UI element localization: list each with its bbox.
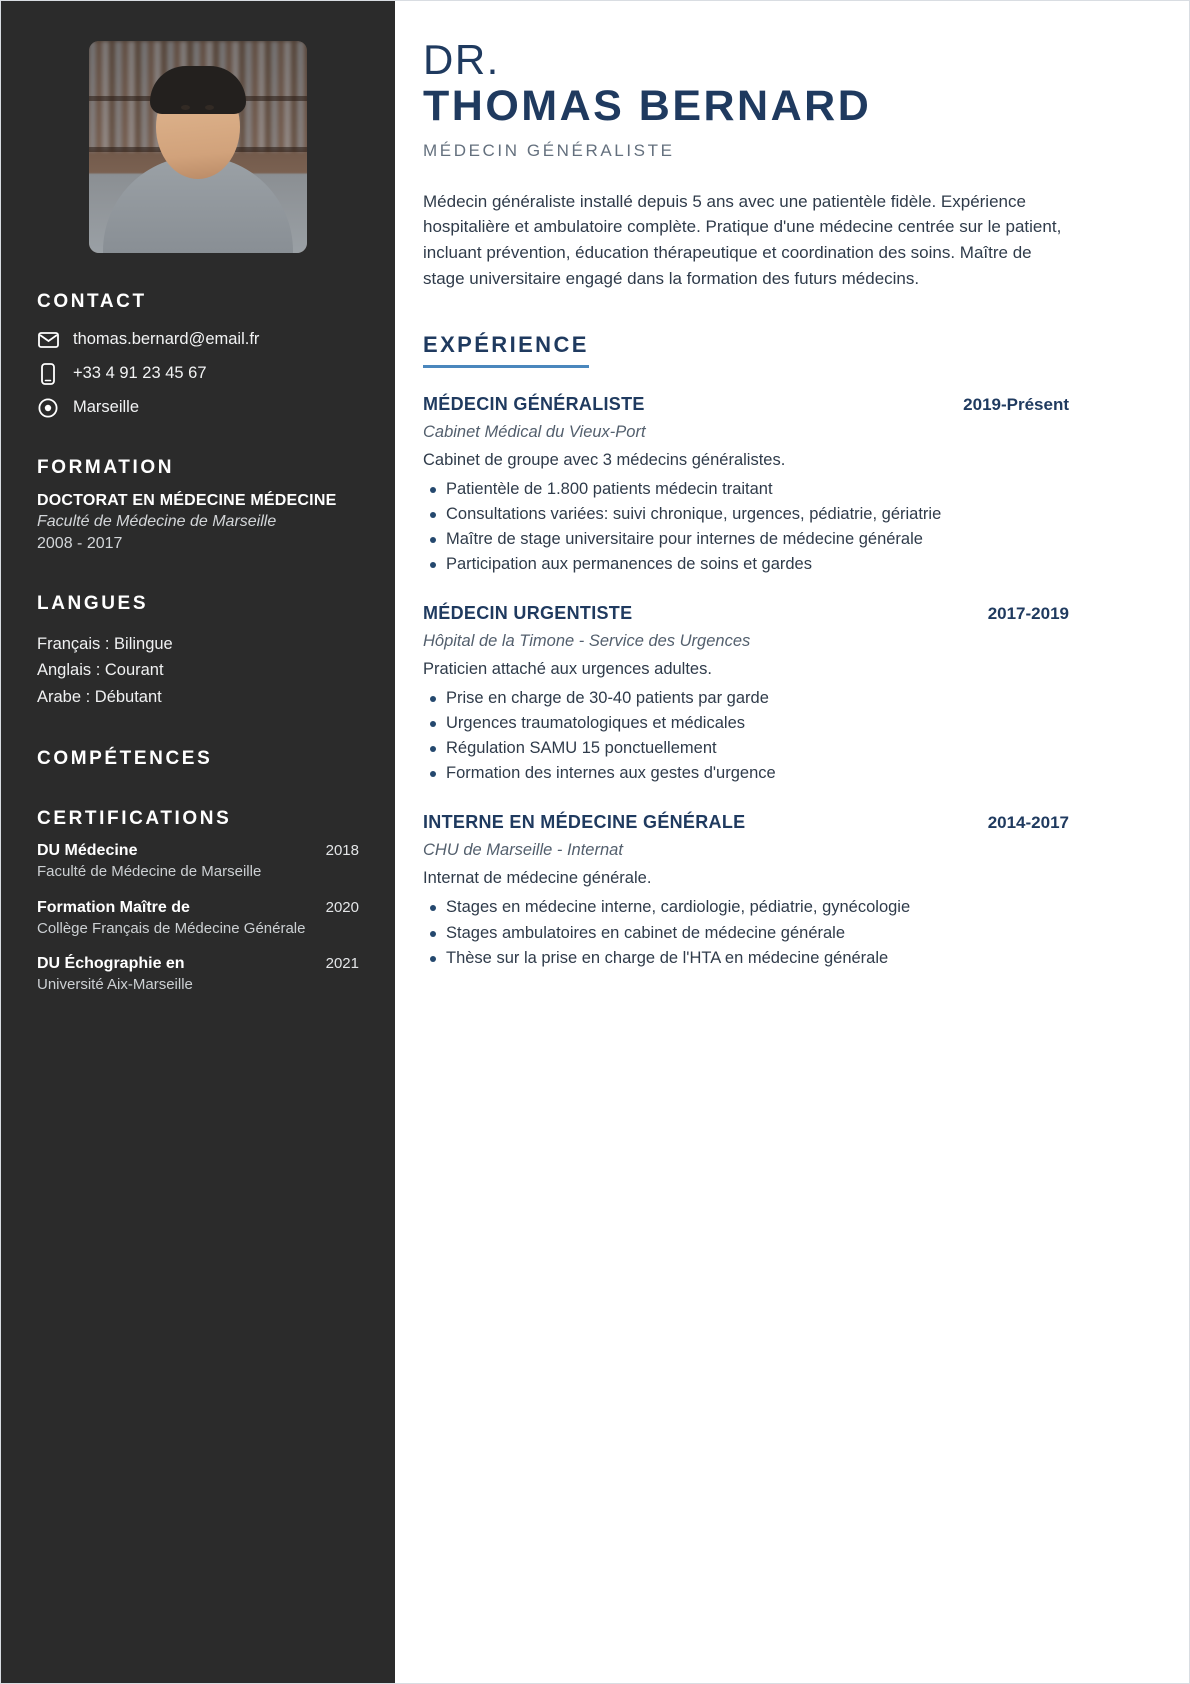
- experience-bullets: [423, 686, 1069, 786]
- profile-photo: [89, 41, 307, 253]
- experience-role: MÉDECIN URGENTISTE: [423, 603, 633, 624]
- experience-bullet: Stages ambulatoires en cabinet de médecine générale: [423, 921, 1069, 946]
- photo-eye-left: [181, 105, 190, 110]
- contact-list: [37, 329, 359, 419]
- certification-header: [37, 842, 359, 860]
- langue-item: Anglais : Courant: [37, 661, 164, 680]
- contact-item-email[interactable]: [37, 329, 359, 351]
- langues-heading: LANGUES: [37, 593, 149, 615]
- phone-icon: [37, 363, 59, 385]
- certification-header: [37, 899, 359, 917]
- experience-bullet: Prise en charge de 30-40 patients par garde: [423, 686, 1069, 711]
- langue-item: Arabe : Débutant: [37, 687, 162, 706]
- experience-date: 2019-Présent: [963, 394, 1069, 414]
- experience-item: [423, 812, 1069, 970]
- certification-org: Université Aix-Marseille: [37, 976, 193, 994]
- experience-heading: EXPÉRIENCE: [423, 332, 589, 368]
- page-title: THOMAS BERNARD: [423, 82, 872, 131]
- experience-date: 2014-2017: [987, 813, 1069, 833]
- experience-org: CHU de Marseille - Internat: [423, 841, 623, 860]
- certification-org: Collège Français de Médecine Générale: [37, 919, 306, 937]
- experience-header: [423, 812, 1069, 833]
- main-content: [395, 1, 1189, 1683]
- profile-summary: Médecin généraliste installé depuis 5 ans avec une patientèle fidèle. Expérience hospitalière et ambulatoire complète. Pratique d'une médecine centrée sur le patient, incluant prévention, éducation thérapeutique et coordination des soins. Maître de stage universitaire engagé dans la formation des futurs médecins.: [423, 191, 1062, 288]
- experience-org: Cabinet Médical du Vieux-Port: [423, 422, 646, 441]
- formation-heading: FORMATION: [37, 457, 175, 478]
- certifications-heading: CERTIFICATIONS: [37, 808, 232, 830]
- formation-school: Faculté de Médecine de Marseille: [37, 513, 277, 531]
- contact-item-location[interactable]: [37, 397, 359, 419]
- experience-header: [423, 603, 1069, 624]
- certification-year: 2020: [325, 898, 359, 916]
- experience-bullet: Consultations variées: suivi chronique, urgences, pédiatrie, gériatrie: [423, 502, 1069, 527]
- experience-description: Praticien attaché aux urgences adultes.: [423, 660, 712, 679]
- experience-org: Hôpital de la Timone - Service des Urgences: [423, 632, 751, 651]
- location-pin-icon: [37, 397, 59, 419]
- name-prefix: DR.: [423, 36, 500, 83]
- photo-eye-right: [205, 105, 214, 110]
- formation-years: 2008 - 2017: [37, 535, 123, 553]
- experience-bullet: Maître de stage universitaire pour internes de médecine générale: [423, 527, 1069, 552]
- contact-heading: CONTACT: [37, 291, 147, 312]
- certification-name: DU Échographie en: [37, 955, 185, 973]
- experience-bullet: Patientèle de 1.800 patients médecin traitant: [423, 477, 1069, 502]
- langues-list: [37, 631, 359, 710]
- langue-item: Français : Bilingue: [37, 635, 173, 654]
- certifications-list: [37, 842, 359, 995]
- certification-name: Formation Maître de: [37, 898, 190, 916]
- certification-item: [37, 842, 359, 882]
- experience-description: Internat de médecine générale.: [423, 869, 652, 888]
- certification-org: Faculté de Médecine de Marseille: [37, 863, 262, 881]
- contact-email-value: thomas.bernard@email.fr: [73, 330, 260, 349]
- certification-year: 2021: [325, 955, 359, 973]
- certification-item: [37, 899, 359, 939]
- experience-item: [423, 394, 1069, 577]
- experience-bullet: Régulation SAMU 15 ponctuellement: [423, 736, 1069, 761]
- competences-heading: COMPÉTENCES: [37, 748, 213, 770]
- experience-bullet: Urgences traumatologiques et médicales: [423, 711, 1069, 736]
- certification-name: DU Médecine: [37, 842, 138, 860]
- experience-bullets: [423, 895, 1069, 970]
- certification-year: 2018: [325, 842, 359, 860]
- experience-role: MÉDECIN GÉNÉRALISTE: [423, 393, 645, 414]
- experience-bullet: Thèse sur la prise en charge de l'HTA en médecine générale: [423, 946, 1069, 971]
- experience-header: [423, 394, 1069, 415]
- certification-item: [37, 955, 359, 995]
- experience-bullet: Stages en médecine interne, cardiologie, pédiatrie, gynécologie: [423, 895, 1069, 920]
- experience-date: 2017-2019: [987, 604, 1069, 624]
- job-title: MÉDECIN GÉNÉRALISTE: [423, 140, 675, 160]
- formation-degree: DOCTORAT EN MÉDECINE MÉDECINE: [37, 492, 337, 509]
- experience-bullets: [423, 477, 1069, 577]
- envelope-icon: [37, 329, 59, 351]
- experience-bullet: Formation des internes aux gestes d'urgence: [423, 761, 1069, 786]
- contact-item-phone[interactable]: [37, 363, 359, 385]
- photo-hair: [150, 66, 246, 114]
- contact-phone-value: +33 4 91 23 45 67: [73, 364, 207, 383]
- sidebar: [1, 1, 395, 1683]
- experience-item: [423, 603, 1069, 786]
- experience-role: INTERNE EN MÉDECINE GÉNÉRALE: [423, 812, 746, 833]
- experience-description: Cabinet de groupe avec 3 médecins généralistes.: [423, 450, 786, 469]
- contact-location-value: Marseille: [73, 398, 140, 417]
- experience-bullet: Participation aux permanences de soins et gardes: [423, 552, 1069, 577]
- profile-photo-image: [89, 41, 307, 253]
- certification-header: [37, 955, 359, 973]
- formation-item: [37, 491, 359, 555]
